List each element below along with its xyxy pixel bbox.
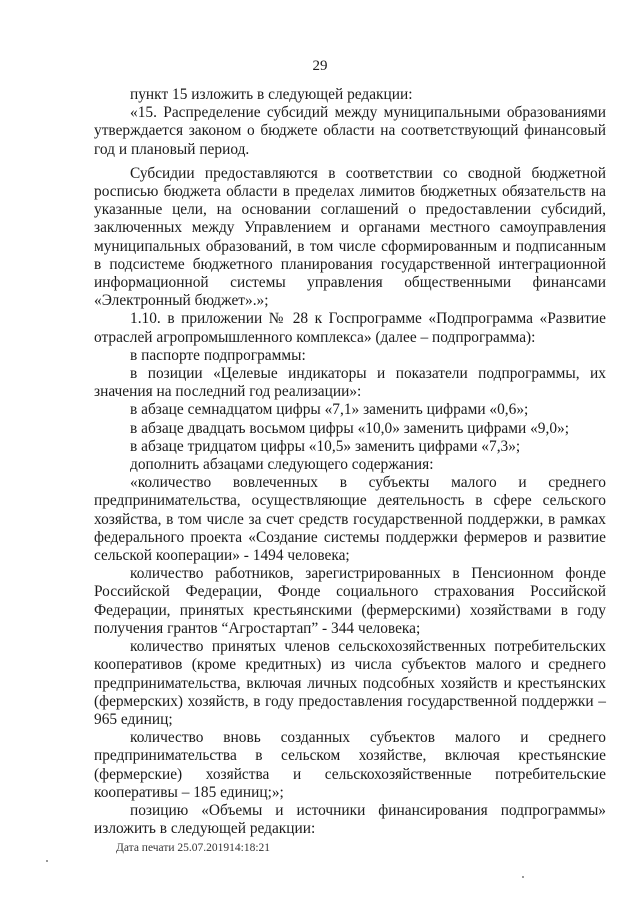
paragraph-12: количество работников, зарегистрированных в Пенсионном фонде Российской Федерации, Фонде социального страхования Российской Федерации, принятых крестьянскими (фермерскими) хозяйствами в году получения грантов “Агростартап” - 344 человека;: [94, 565, 606, 637]
scan-speck: [522, 876, 524, 878]
paragraph-13: количество принятых членов сельскохозяйственных потребительских кооперативов (кроме кредитных) из числа субъектов малого и среднего предпринимательства, включая личных подсобных хозяйств и крестьянских (фермерских) хозяйств, в году предоставления государственной поддержки – 965 единиц;: [94, 638, 606, 728]
page-number: 29: [312, 58, 328, 74]
paragraph-14: количество вновь созданных субъектов малого и среднего предпринимательства в сельском хозяйстве, включая крестьянские (фермерские) хозяйства и сельскохозяйственные потребительские кооперативы – 185 единиц;»;: [94, 729, 606, 801]
paragraph-10: дополнить абзацами следующего содержания:: [130, 456, 434, 474]
paragraph-2: «15. Распределение субсидий между муниципальными образованиями утверждается законом о бюджете области на соответствующий финансовый год и плановый период.: [94, 104, 606, 158]
paragraph-8: в абзаце двадцать восьмом цифры «10,0» заменить цифрами «9,0»;: [130, 419, 569, 437]
paragraph-5: в паспорте подпрограммы:: [130, 346, 306, 364]
paragraph-4: 1.10. в приложении № 28 к Госпрограмме «Подпрограмма «Развитие отраслей агропромышленного комплекса» (далее – подпрограмма):: [94, 310, 606, 346]
print-date-footer: Дата печати 25.07.201914:18:21: [116, 842, 271, 854]
scan-speck: [46, 860, 48, 862]
paragraph-3: Субсидии предоставляются в соответствии со сводной бюджетной росписью бюджета области в пределах лимитов бюджетных обязательств на указанные цели, на основании соглашений о предоставлении субсидий, заключенных между Управлением и органами местного самоуправления муниципальных образований, в том числе сформированным и подписанным в подсистеме бюджетного планирования государственной интеграционной информационной системы управления общественными финансами «Электронный бюджет».»;: [94, 164, 606, 310]
paragraph-11: «количество вовлеченных в субъекты малого и среднего предпринимательства, осуществляющие деятельность в сфере сельского хозяйства, в том числе за счет средств государственной поддержки, в рамках федерального проекта «Создание системы поддержки фермеров и развитие сельской кооперации» - 1494 человека;: [94, 474, 606, 565]
paragraph-1: пункт 15 изложить в следующей редакции:: [130, 86, 413, 103]
paragraph-9: в абзаце тридцатом цифры «10,5» заменить цифрами «7,3»;: [130, 437, 521, 455]
document-body: [94, 86, 606, 838]
paragraph-15: позицию «Объемы и источники финансирования подпрограммы» изложить в следующей редакции:: [94, 801, 606, 838]
paragraph-6: в позиции «Целевые индикаторы и показатели подпрограммы, их значения на последний год реализации»:: [94, 365, 606, 401]
paragraph-7: в абзаце семнадцатом цифры «7,1» заменить цифрами «0,6»;: [130, 401, 529, 419]
